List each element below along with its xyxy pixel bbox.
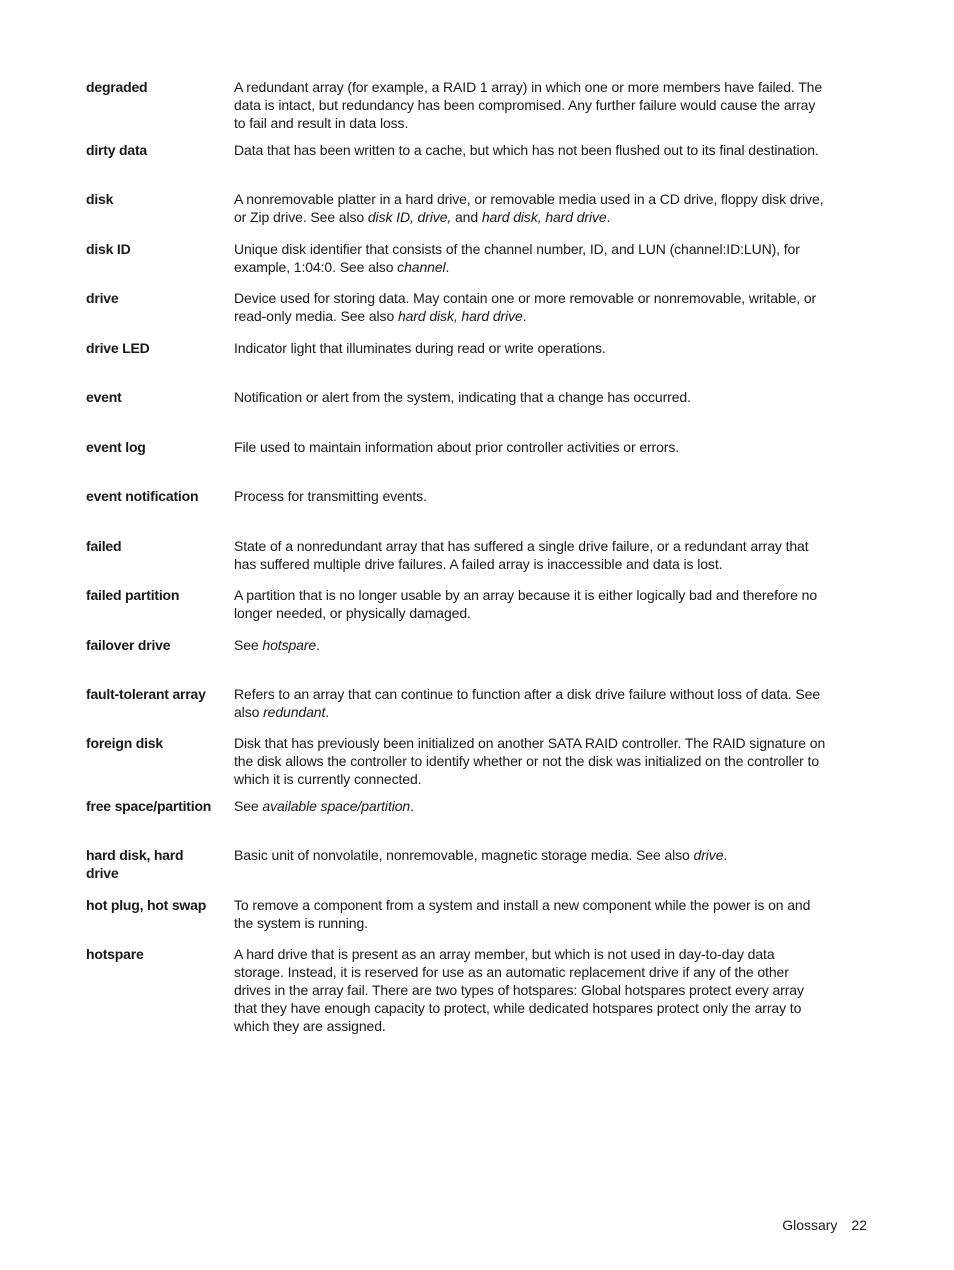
definition-text: . — [410, 798, 414, 814]
glossary-term: failed partition — [86, 587, 180, 603]
glossary-term: disk — [86, 191, 114, 207]
definition-text: A nonremovable platter in a hard drive, or removable media used in a CD drive, floppy disk drive, or Zip drive. See also — [234, 191, 824, 225]
definition-text: Process for transmitting events. — [234, 488, 427, 504]
glossary-definition — [234, 896, 828, 932]
glossary-term: hot plug, hot swap — [86, 897, 207, 913]
glossary-term: failover drive — [86, 637, 171, 653]
glossary-term: degraded — [86, 79, 148, 95]
definition-text: . — [316, 637, 320, 653]
glossary-definition — [234, 685, 828, 721]
page-footer — [782, 1216, 867, 1234]
glossary-term: hard disk, hard drive — [86, 847, 184, 881]
glossary-definition — [234, 846, 828, 864]
glossary-definition — [234, 487, 828, 505]
glossary-term: failed — [86, 538, 122, 554]
glossary-term: foreign disk — [86, 735, 163, 751]
glossary-definition — [234, 734, 828, 788]
glossary-definition — [234, 438, 828, 456]
footer-section-label: Glossary — [782, 1217, 838, 1233]
definition-text: Notification or alert from the system, indicating that a change has occurred. — [234, 389, 691, 405]
glossary-definition — [234, 586, 828, 622]
definition-reference: available space/partition — [262, 798, 411, 814]
definition-text: A partition that is no longer usable by an array because it is either logically bad and therefore no longer needed, or physically damaged. — [234, 587, 818, 621]
glossary-term: hotspare — [86, 946, 144, 962]
glossary-term: drive LED — [86, 340, 150, 356]
definition-text: Indicator light that illuminates during read or write operations. — [234, 340, 606, 356]
glossary-term: dirty data — [86, 142, 148, 158]
glossary-term: fault-tolerant array — [86, 686, 206, 702]
glossary-definition — [234, 289, 828, 325]
definition-text: . — [445, 259, 450, 275]
definition-text: Refers to an array that can continue to function after a disk drive failure without loss of data. See also — [234, 686, 821, 720]
definition-reference: hard disk, hard drive — [397, 308, 523, 324]
definition-text: . — [325, 704, 330, 720]
definition-text: . — [723, 847, 728, 863]
definition-text: . — [522, 308, 527, 324]
glossary-term: disk ID — [86, 241, 131, 257]
definition-text: Unique disk identifier that consists of the channel number, ID, and LUN (channel:ID:LUN), for example, 1:04:0. See also — [234, 241, 800, 275]
definition-text: Disk that has previously been initialized on another SATA RAID controller. The RAID signature on the disk allows the controller to identify whether or not the disk was initialized on the controller to which it is currently connected. — [234, 735, 826, 787]
definition-reference: hotspare — [262, 637, 317, 653]
glossary-term: event log — [86, 439, 146, 455]
definition-text: Basic unit of nonvolatile, nonremovable, magnetic storage media. See also — [234, 847, 694, 863]
glossary-term: free space/partition — [86, 798, 212, 814]
definition-reference: redundant — [263, 704, 326, 720]
glossary-definition — [234, 797, 828, 815]
definition-text: File used to maintain information about prior controller activities or errors. — [234, 439, 680, 455]
definition-reference: channel — [397, 259, 446, 275]
definition-text: A hard drive that is present as an array member, but which is not used in day-to-day data storage. Instead, it is reserved for use as an automatic replacement drive if any of the other drives in the array fail. There are two types of hotspares: Global hotspares protect every array that they have enough capacity to protect, while dedicated hotspares protect only the array to which they are assigned. — [234, 946, 804, 1034]
glossary-term: event notification — [86, 488, 199, 504]
definition-text: A redundant array (for example, a RAID 1 array) in which one or more members have failed. The data is intact, but redundancy has been compromised. Any further failure would cause the array to fail and result in data loss. — [234, 79, 823, 131]
glossary-definition — [234, 78, 828, 132]
glossary-definition — [234, 388, 828, 406]
glossary-term: drive — [86, 290, 119, 306]
definition-reference: hard disk, hard drive — [481, 209, 607, 225]
page-number: 22 — [851, 1217, 867, 1233]
glossary-definition — [234, 240, 828, 276]
definition-text: See — [234, 798, 263, 814]
definition-reference: drive — [693, 847, 724, 863]
glossary-definition — [234, 339, 828, 357]
definition-text: See — [234, 637, 263, 653]
glossary-term: event — [86, 389, 122, 405]
definition-text: To remove a component from a system and install a new component while the power is on and the system is running. — [234, 897, 811, 931]
definition-text: and — [451, 209, 482, 225]
definition-text: . — [606, 209, 611, 225]
glossary-definition — [234, 945, 828, 1035]
glossary-definition — [234, 636, 828, 654]
definition-text: Data that has been written to a cache, but which has not been flushed out to its final destination. — [234, 142, 819, 158]
definition-reference: disk ID, drive, — [367, 209, 452, 225]
glossary-definition — [234, 537, 828, 573]
definition-text: State of a nonredundant array that has suffered a single drive failure, or a redundant array that has suffered multiple drive failures. A failed array is inaccessible and data is lost. — [234, 538, 809, 572]
definition-text: Device used for storing data. May contain one or more removable or nonremovable, writable, or read-only media. See also — [234, 290, 817, 324]
glossary-definition — [234, 141, 828, 159]
glossary-definition — [234, 190, 828, 226]
